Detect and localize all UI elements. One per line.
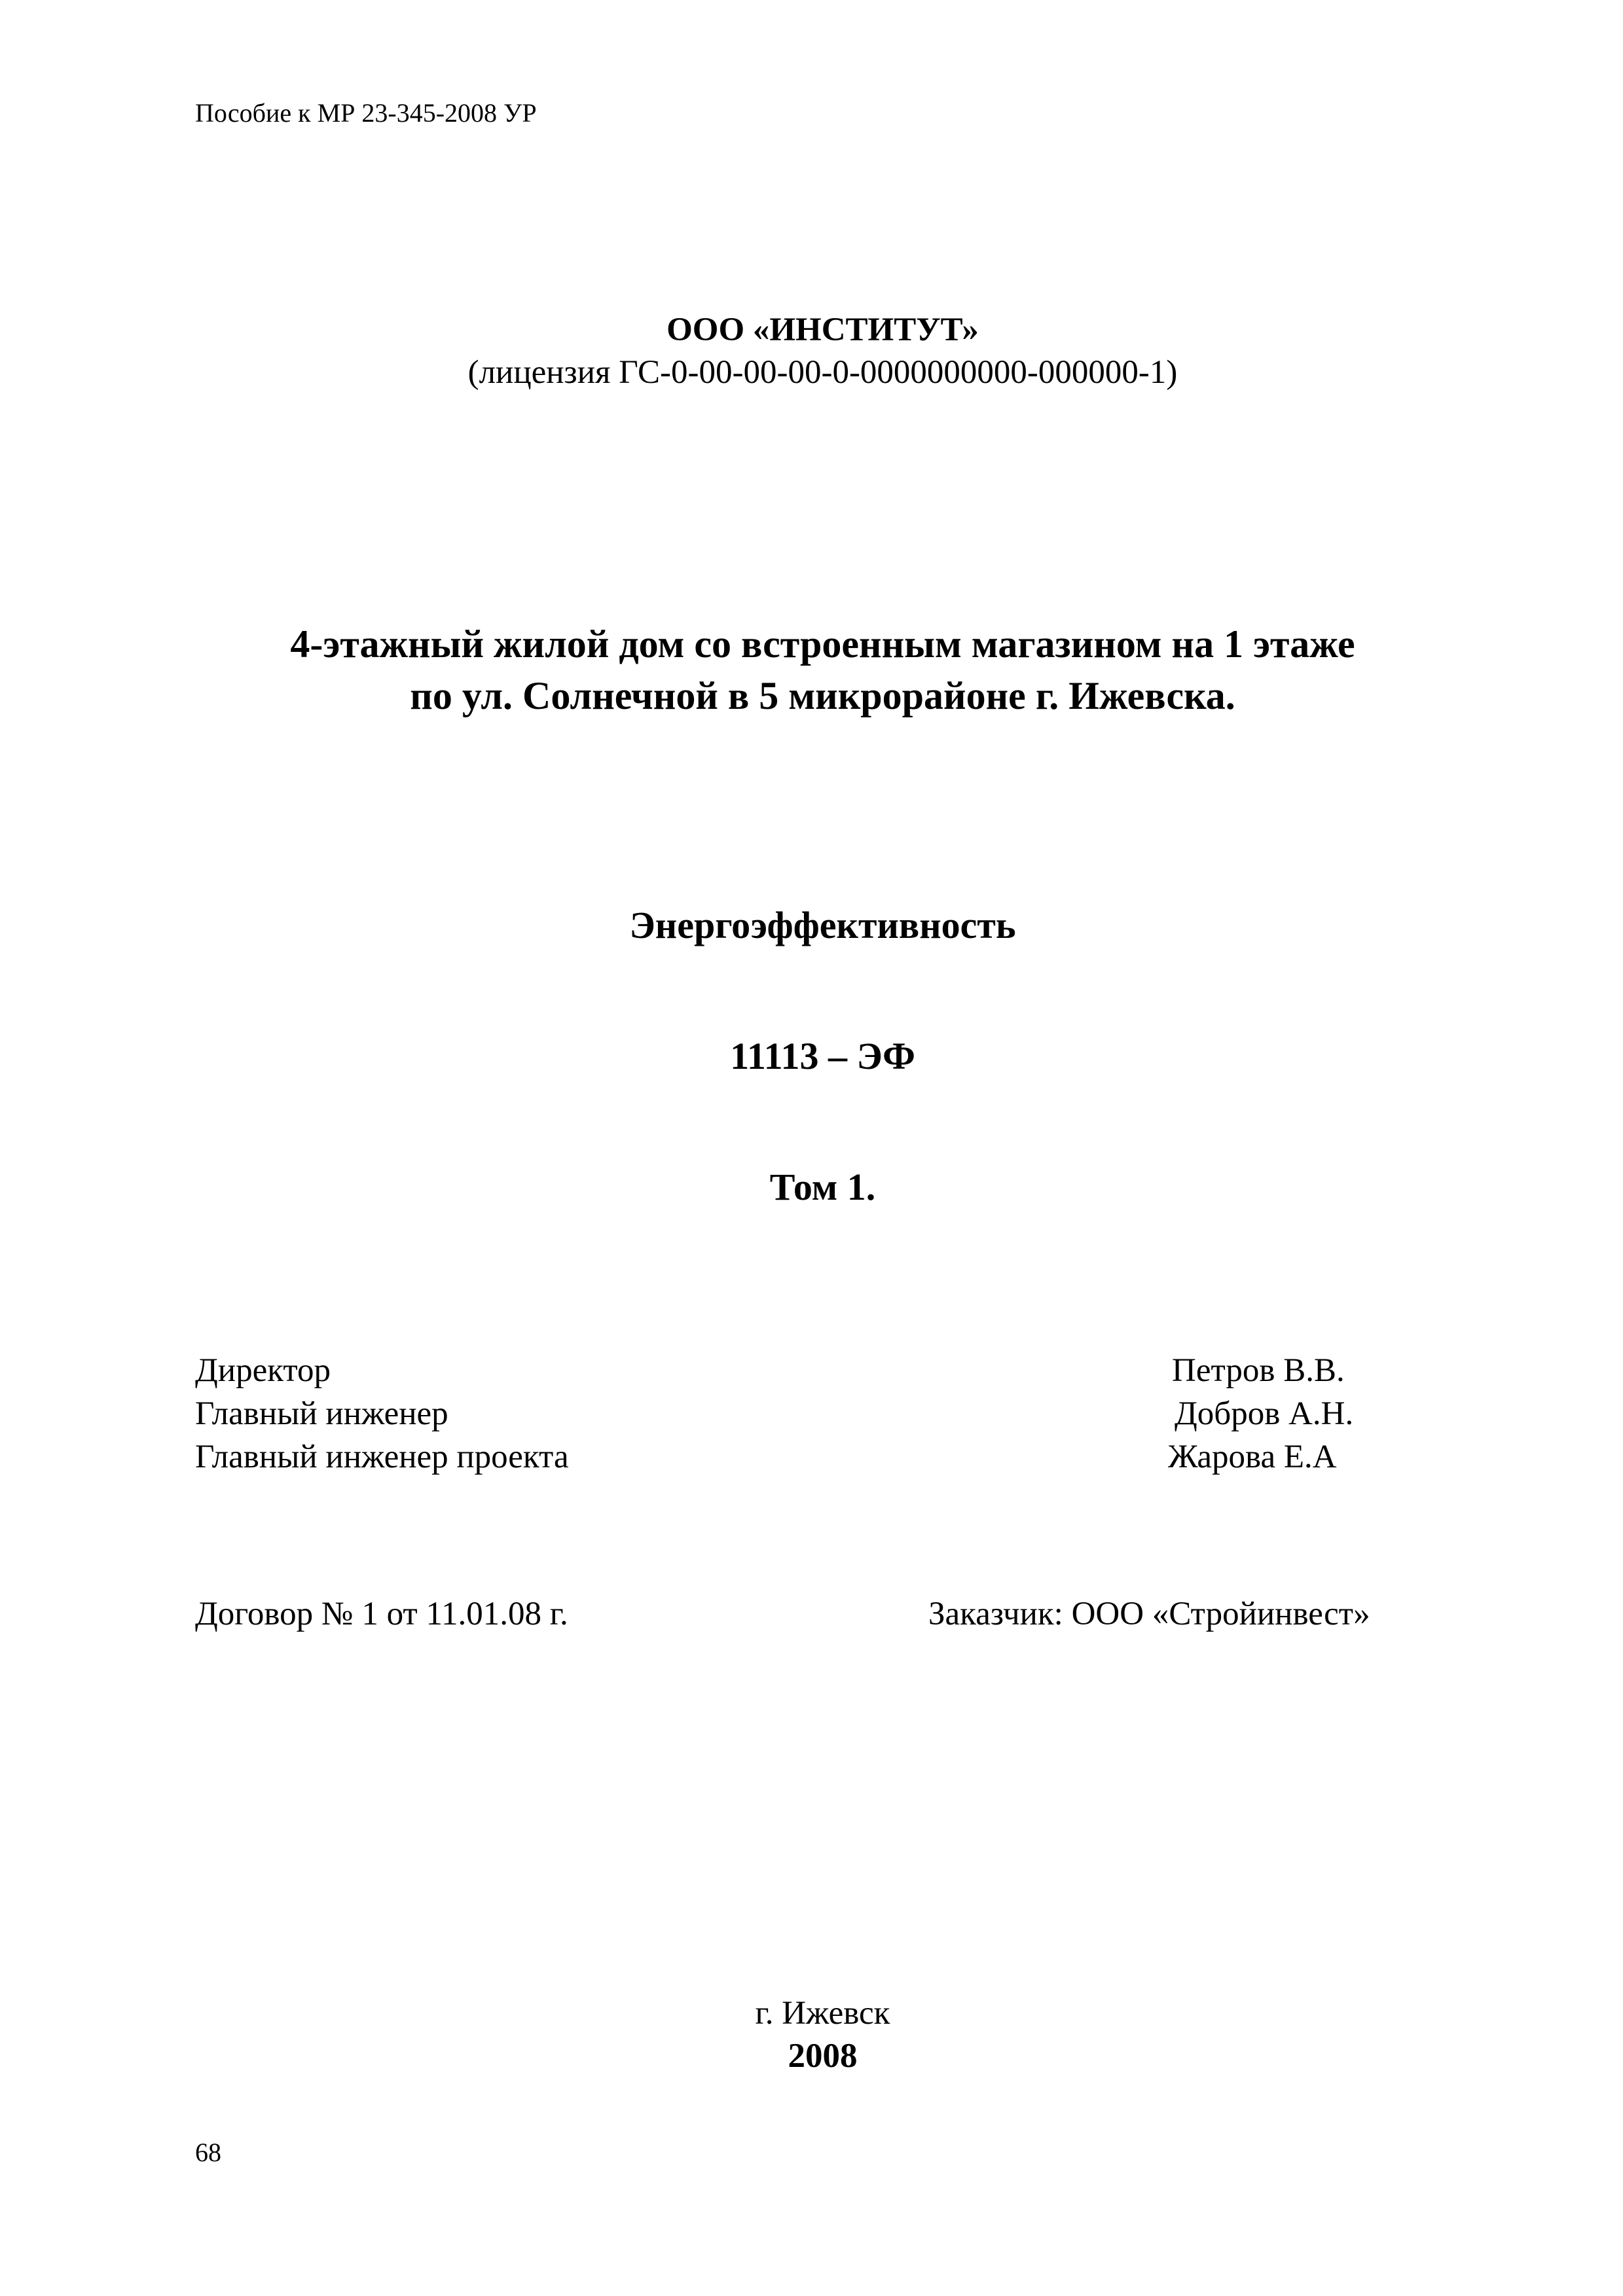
year: 2008 [788,2037,858,2075]
signature-name: Жарова Е.А [1168,1439,1337,1475]
customer-name: Заказчик: ООО «Стройинвест» [928,1596,1370,1632]
volume-number: Том 1. [769,1166,876,1208]
city: г. Ижевск [755,1995,890,2032]
header-note: Пособие к МР 23-345-2008 УР [195,98,537,128]
signature-role: Директор [195,1352,331,1389]
signature-name: Добров А.Н. [1175,1395,1354,1432]
organization-license: (лицензия ГС-0-00-00-00-0-0000000000-000000-1) [467,354,1178,391]
page-number: 68 [195,2138,221,2167]
project-code: 11113 – ЭФ [730,1035,915,1077]
organization-name: ООО «ИНСТИТУТ» [666,312,979,348]
project-title-line-1: 4-этажный жилой дом со встроенным магазином на 1 этаже [290,622,1355,666]
signature-name: Петров В.В. [1172,1352,1345,1389]
signature-role: Главный инженер проекта [195,1439,569,1475]
signature-role: Главный инженер [195,1395,448,1432]
project-title-line-2: по ул. Солнечной в 5 микрорайоне г. Ижевска. [410,674,1235,717]
contract-number: Договор № 1 от 11.01.08 г. [195,1596,568,1632]
section-name: Энергоэффективность [629,904,1016,946]
